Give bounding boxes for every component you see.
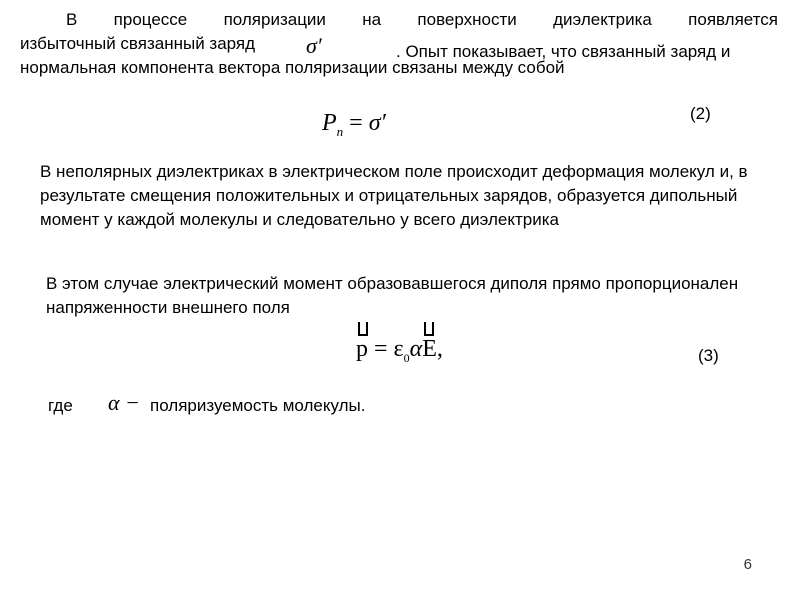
paragraph1-line2-end: . Опыт показывает, что связанный заряд и [396,42,731,61]
paragraph1-line1: В процессе поляризации на поверхности диэлектрика появляется [66,10,778,29]
eq3-epsilon: ε [393,336,404,362]
eq3-comma: , [436,336,443,362]
paragraph-polarization-intro [20,8,778,80]
paragraph-nonpolar-dielectrics: В неполярных диэлектриках в электрическом поле происходит деформация молекул и, в результате смещения положительных и отрицательных зарядов, образуется дипольный момент у каждой молекулы и следовательно у всего диэлектрика [40,162,748,229]
where-label: где [48,396,73,415]
eq3-epsilon-subscript: 0 [403,350,410,365]
eq2-rhs: σ′ [368,110,386,136]
alpha-symbol: α − [108,390,140,415]
eq3-alpha: α [409,336,423,362]
eq2-operator: = [349,110,363,136]
where-definition: поляризуемость молекулы. [150,396,366,415]
equation-2-number: (2) [690,104,711,123]
eq3-vector-E: E [422,336,437,362]
eq3-operator: = [374,336,388,362]
eq2-lhs-subscript: n [336,123,344,139]
equation-3-number: (3) [698,346,719,365]
inline-sigma-formula: σ′ [306,33,322,58]
page-number: 6 [743,556,752,573]
paragraph1-line3: нормальная компонента вектора поляризации связаны между собой [20,58,565,77]
equation-2 [322,110,386,140]
equation-3 [356,336,443,366]
paragraph1-line2-start: избыточный связанный заряд [20,34,256,53]
eq2-lhs: P [322,110,337,136]
eq3-vector-p: p [356,336,368,362]
paragraph-dipole-moment: В этом случае электрический момент образовавшегося диполя прямо пропорционален напряженности внешнего поля [46,274,739,317]
